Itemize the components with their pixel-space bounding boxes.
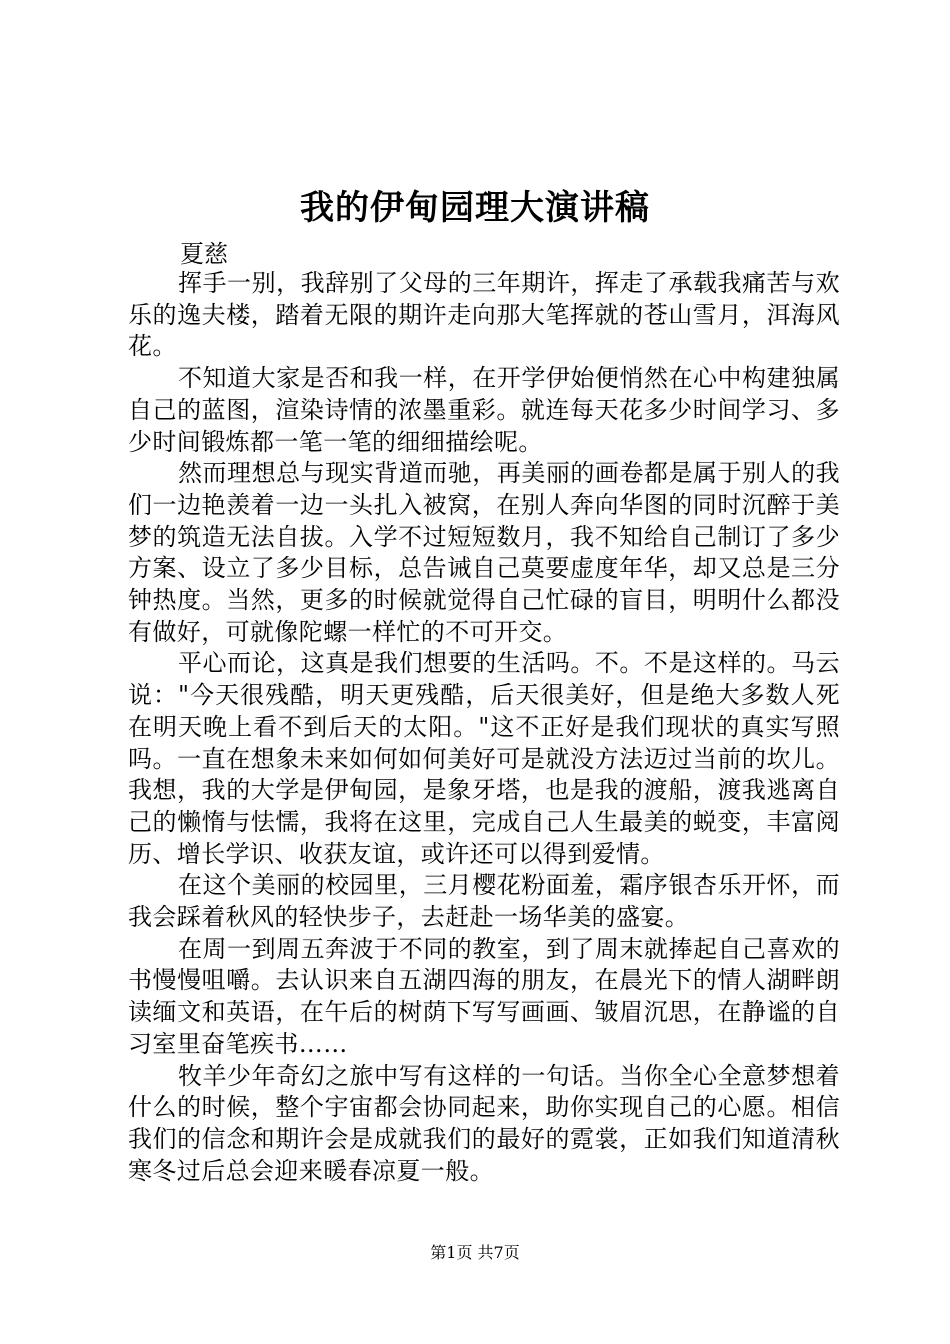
document-title: 我的伊甸园理大演讲稿 <box>300 188 650 228</box>
paragraph-1: 挥手一别，我辞别了父母的三年期许，挥走了承载我痛苦与欢乐的逸夫楼，踏着无限的期许走向那大笔挥就的苍山雪月，洱海风花。 <box>128 269 840 361</box>
paragraph-5: 在这个美丽的校园里，三月樱花粉面羞，霜序银杏乐开怀，而我会踩着秋风的轻快步子，去赶赴一场华美的盛宴。 <box>128 871 840 932</box>
paragraph-2: 不知道大家是否和我一样，在开学伊始便悄然在心中构建独属自己的蓝图，渲染诗情的浓墨重彩。就连每天花多少时间学习、多少时间锻炼都一笔一笔的细细描绘呢。 <box>128 364 840 456</box>
paragraph-4: 平心而论，这真是我们想要的生活吗。不。不是这样的。马云说："今天很残酷，明天更残酷，后天很美好，但是绝大多数人死在明天晚上看不到后天的太阳。"这不正好是我们现状的真实写照吗。一直在想象未来如何如何美好可是就没方法迈过当前的坎儿。我想，我的大学是伊甸园，是象牙塔，也是我的渡船，渡我逃离自己的懒惰与怯懦，我将在这里，完成自己人生最美的蜕变，丰富阅历、增长学识、收获友谊，或许还可以得到爱情。 <box>128 649 840 868</box>
page-footer: 第1页 共7页 <box>430 1243 520 1262</box>
paragraph-3: 然而理想总与现实背道而驰，再美丽的画卷都是属于别人的我们一边艳羡着一边一头扎入被窝，在别人奔向华图的同时沉醉于美梦的筑造无法自拔。入学不过短短数月，我不知给自己制订了多少方案、设立了多少目标，总告诫自己莫要虚度年华，却又总是三分钟热度。当然，更多的时候就觉得自己忙碌的盲目，明明什么都没有做好，可就像陀螺一样忙的不可开交。 <box>128 459 840 646</box>
paragraph-7: 牧羊少年奇幻之旅中写有这样的一句话。当你全心全意梦想着什么的时候，整个宇宙都会协同起来，助你实现自己的心愿。相信我们的信念和期许会是成就我们的最好的霓裳，正如我们知道清秋寒冬过后总会迎来暖春凉夏一般。 <box>128 1061 840 1185</box>
document-body <box>128 268 840 1187</box>
author-name: 夏慈 <box>180 240 228 268</box>
paragraph-6: 在周一到周五奔波于不同的教室，到了周末就捧起自己喜欢的书慢慢咀嚼。去认识来自五湖四海的朋友，在晨光下的情人湖畔朗读缅文和英语，在午后的树荫下写写画画、皱眉沉思，在静谧的自习室里奋笔疾书…… <box>128 934 840 1058</box>
